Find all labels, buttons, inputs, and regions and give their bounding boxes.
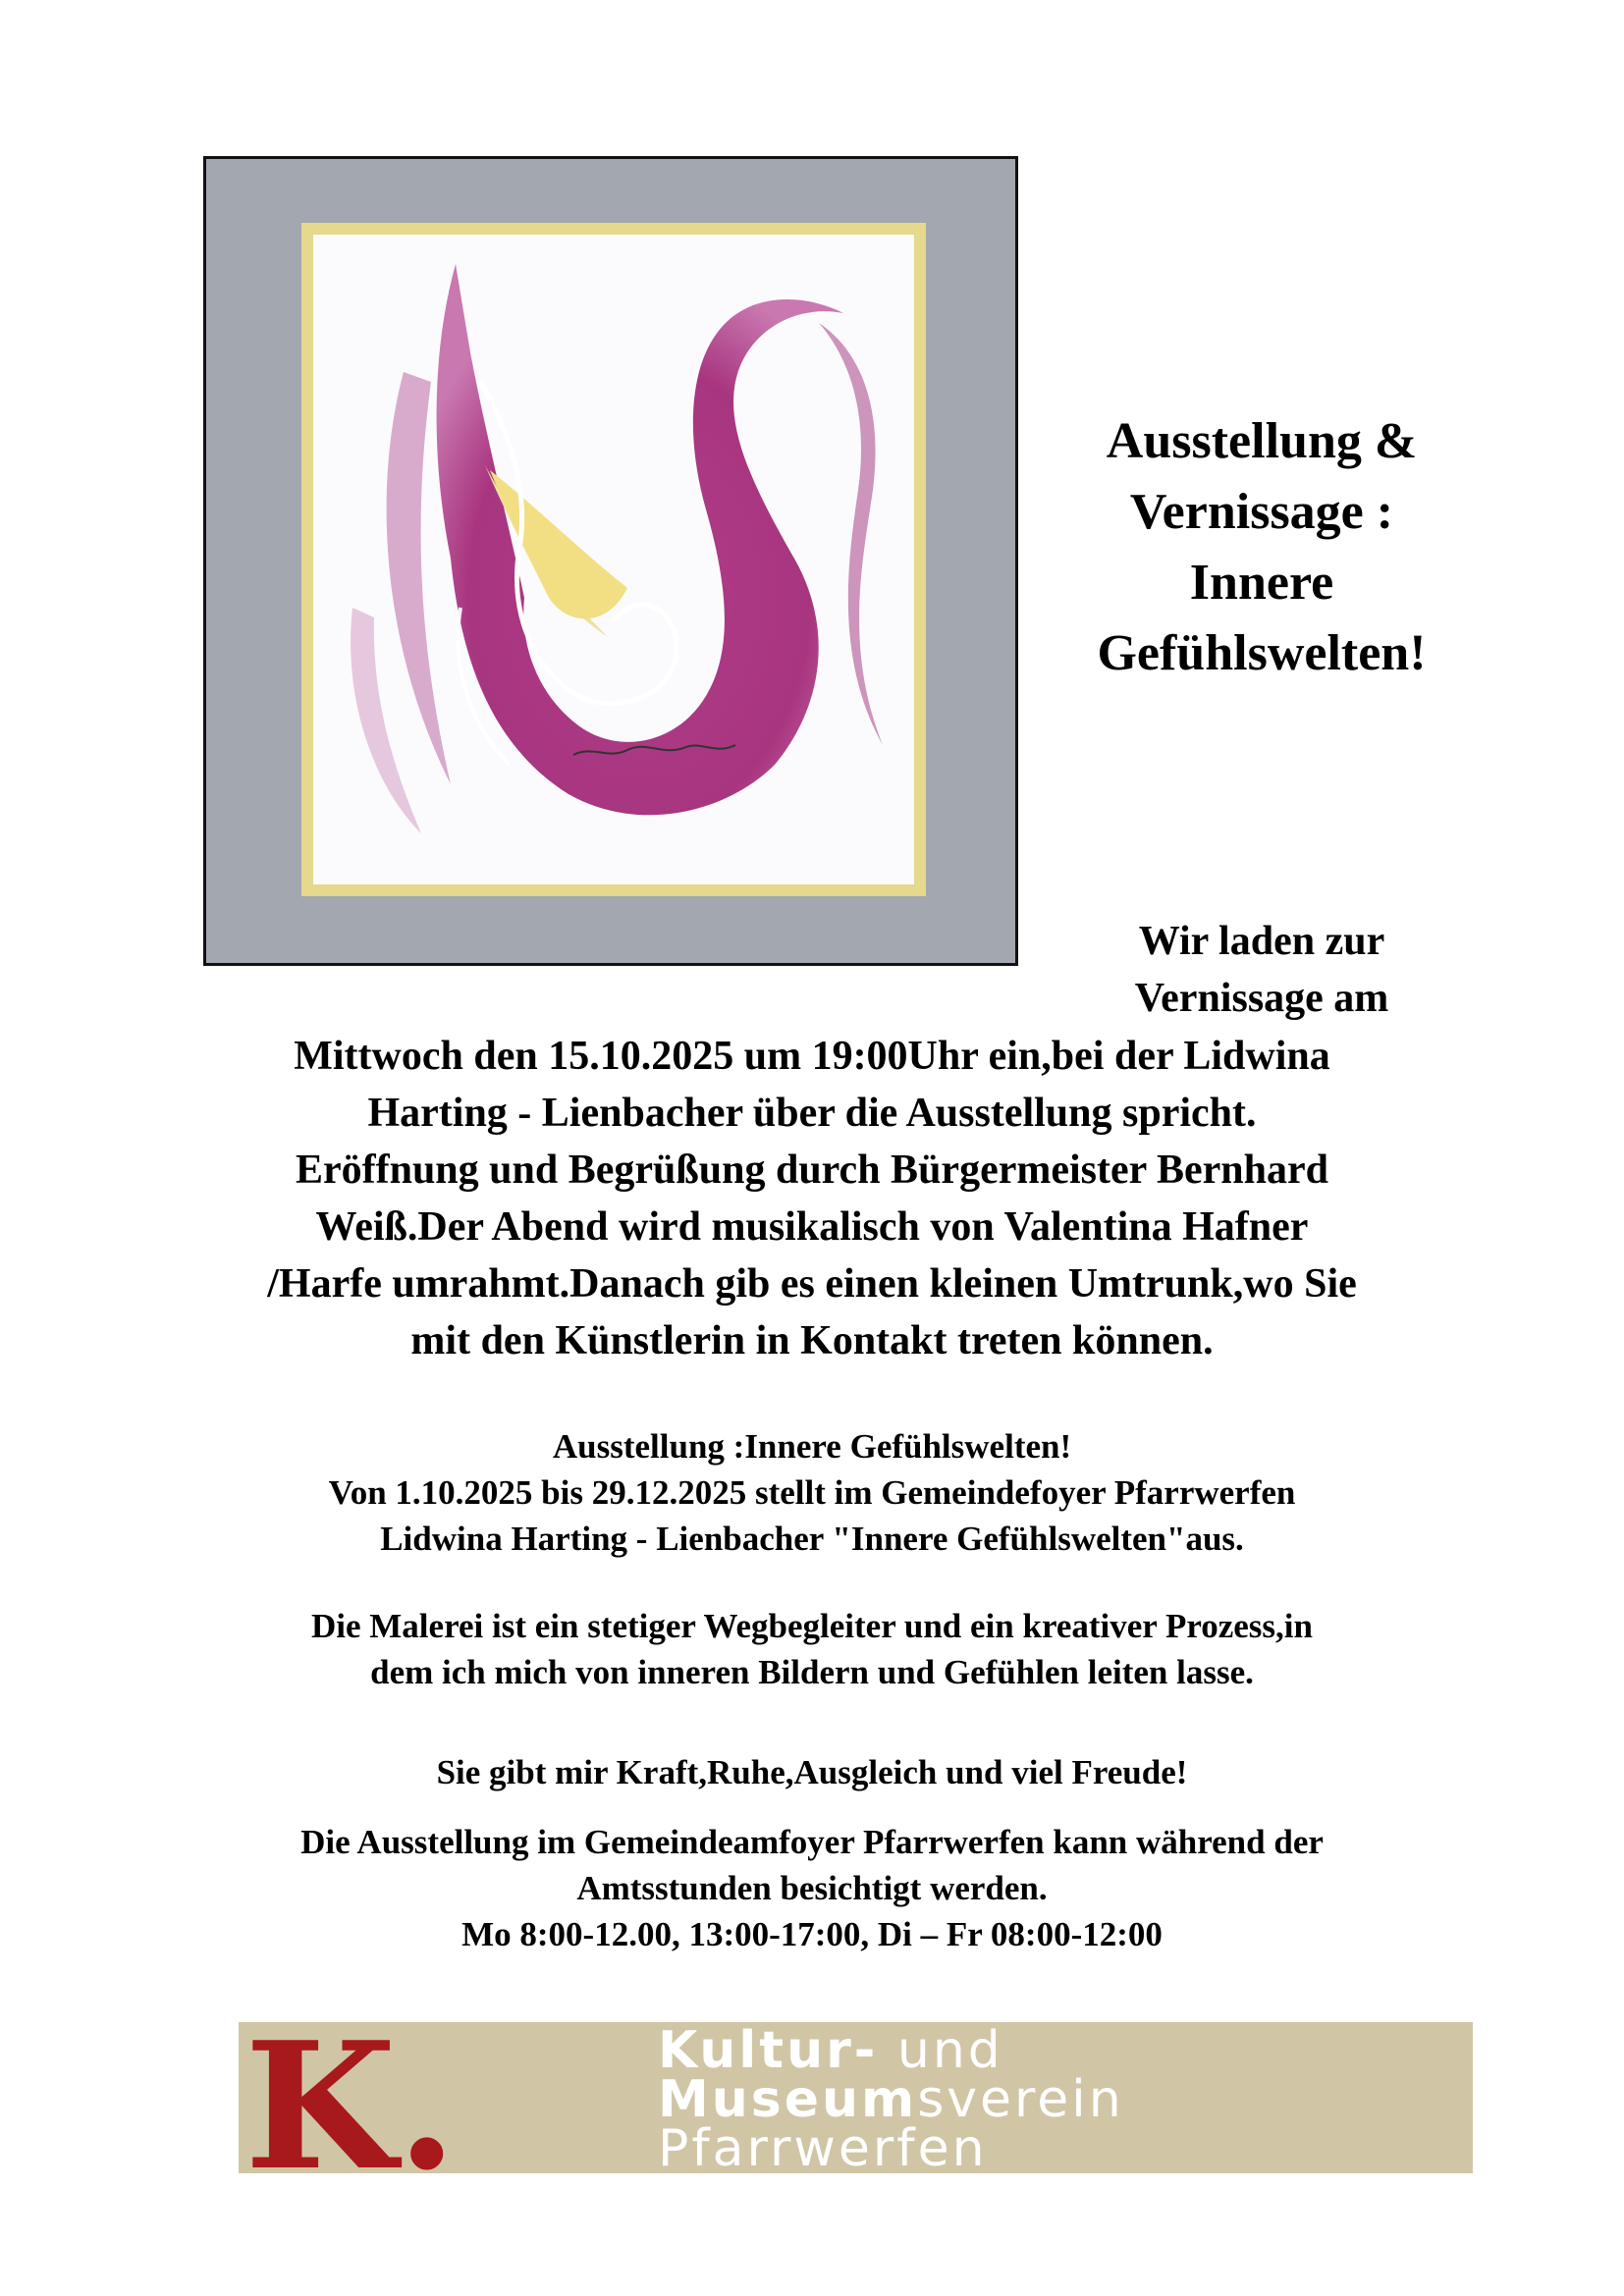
invitation-line-1: Mittwoch den 15.10.2025 um 19:00Uhr ein,bei der Lidwina bbox=[294, 1034, 1330, 1079]
invitation-line-3: Eröffnung und Begrüßung durch Bürgermeister Bernhard bbox=[295, 1148, 1329, 1193]
exhibition-line-2: Von 1.10.2025 bis 29.12.2025 stellt im Gemeindefoyer Pfarrwerfen bbox=[328, 1473, 1296, 1512]
exhibition-line-1: Ausstellung :Innere Gefühlswelten! bbox=[552, 1427, 1072, 1466]
artwork-painting bbox=[313, 235, 914, 884]
invitation-line-6: mit den Künstlerin in Kontakt treten können. bbox=[410, 1318, 1214, 1363]
statement-line-1: Die Malerei ist ein stetiger Wegbegleiter und ein kreativer Prozess,in bbox=[310, 1607, 1313, 1645]
artwork-frame bbox=[203, 156, 1018, 966]
invitation-intro-line-1: Wir laden zur bbox=[1138, 919, 1385, 964]
title-line-1: Ausstellung & bbox=[1106, 413, 1418, 469]
artist-statement bbox=[128, 1603, 1496, 1695]
title-line-4: Gefühlswelten! bbox=[1097, 625, 1427, 681]
visiting-line-2: Amtsstunden besichtigt werden. bbox=[576, 1869, 1048, 1907]
invitation-intro-line-2: Vernissage am bbox=[1134, 976, 1389, 1021]
opening-hours: Mo 8:00-12.00, 13:00-17:00, Di – Fr 08:00-12:00 bbox=[461, 1915, 1163, 1953]
quote-line: Sie gibt mir Kraft,Ruhe,Ausgleich und viel Freude! bbox=[436, 1753, 1188, 1791]
invitation-line-2: Harting - Lienbacher über die Ausstellung spricht. bbox=[367, 1091, 1257, 1136]
invitation-line-5: /Harfe umrahmt.Danach gib es einen kleinen Umtrunk,wo Sie bbox=[267, 1261, 1357, 1307]
statement-line-2: dem ich mich von inneren Bildern und Gefühlen leiten lasse. bbox=[370, 1653, 1254, 1691]
artist-quote bbox=[128, 1749, 1496, 1795]
logo-line-1-light: und bbox=[878, 2022, 1003, 2080]
logo-line-2-bold: Museum bbox=[658, 2070, 918, 2129]
visiting-line-1: Die Ausstellung im Gemeindeamfoyer Pfarrwerfen kann während der bbox=[300, 1823, 1324, 1861]
title-line-2: Vernissage : bbox=[1129, 484, 1394, 540]
abstract-painting-illustration bbox=[313, 235, 914, 884]
logo-line-3: Pfarrwerfen bbox=[658, 2119, 988, 2173]
invitation-line-4: Weiß.Der Abend wird musikalisch von Valentina Hafner bbox=[315, 1204, 1309, 1250]
organization-logo bbox=[239, 2022, 1473, 2173]
invitation-intro bbox=[1070, 913, 1453, 1027]
visiting-info bbox=[128, 1819, 1496, 1957]
exhibition-line-3: Lidwina Harting - Lienbacher "Innere Gefühlswelten"aus. bbox=[380, 1520, 1244, 1558]
logo-graphic bbox=[239, 2022, 1473, 2173]
artwork-mat bbox=[301, 223, 926, 896]
logo-line-2-light: sverein bbox=[917, 2070, 1124, 2129]
poster-title bbox=[1021, 406, 1502, 689]
logo-letter: K. bbox=[244, 2022, 458, 2173]
title-line-3: Innere bbox=[1189, 555, 1334, 611]
logo-line-1-bold: Kultur- bbox=[658, 2022, 879, 2080]
exhibition-info bbox=[128, 1423, 1496, 1562]
invitation-body bbox=[128, 1028, 1496, 1369]
